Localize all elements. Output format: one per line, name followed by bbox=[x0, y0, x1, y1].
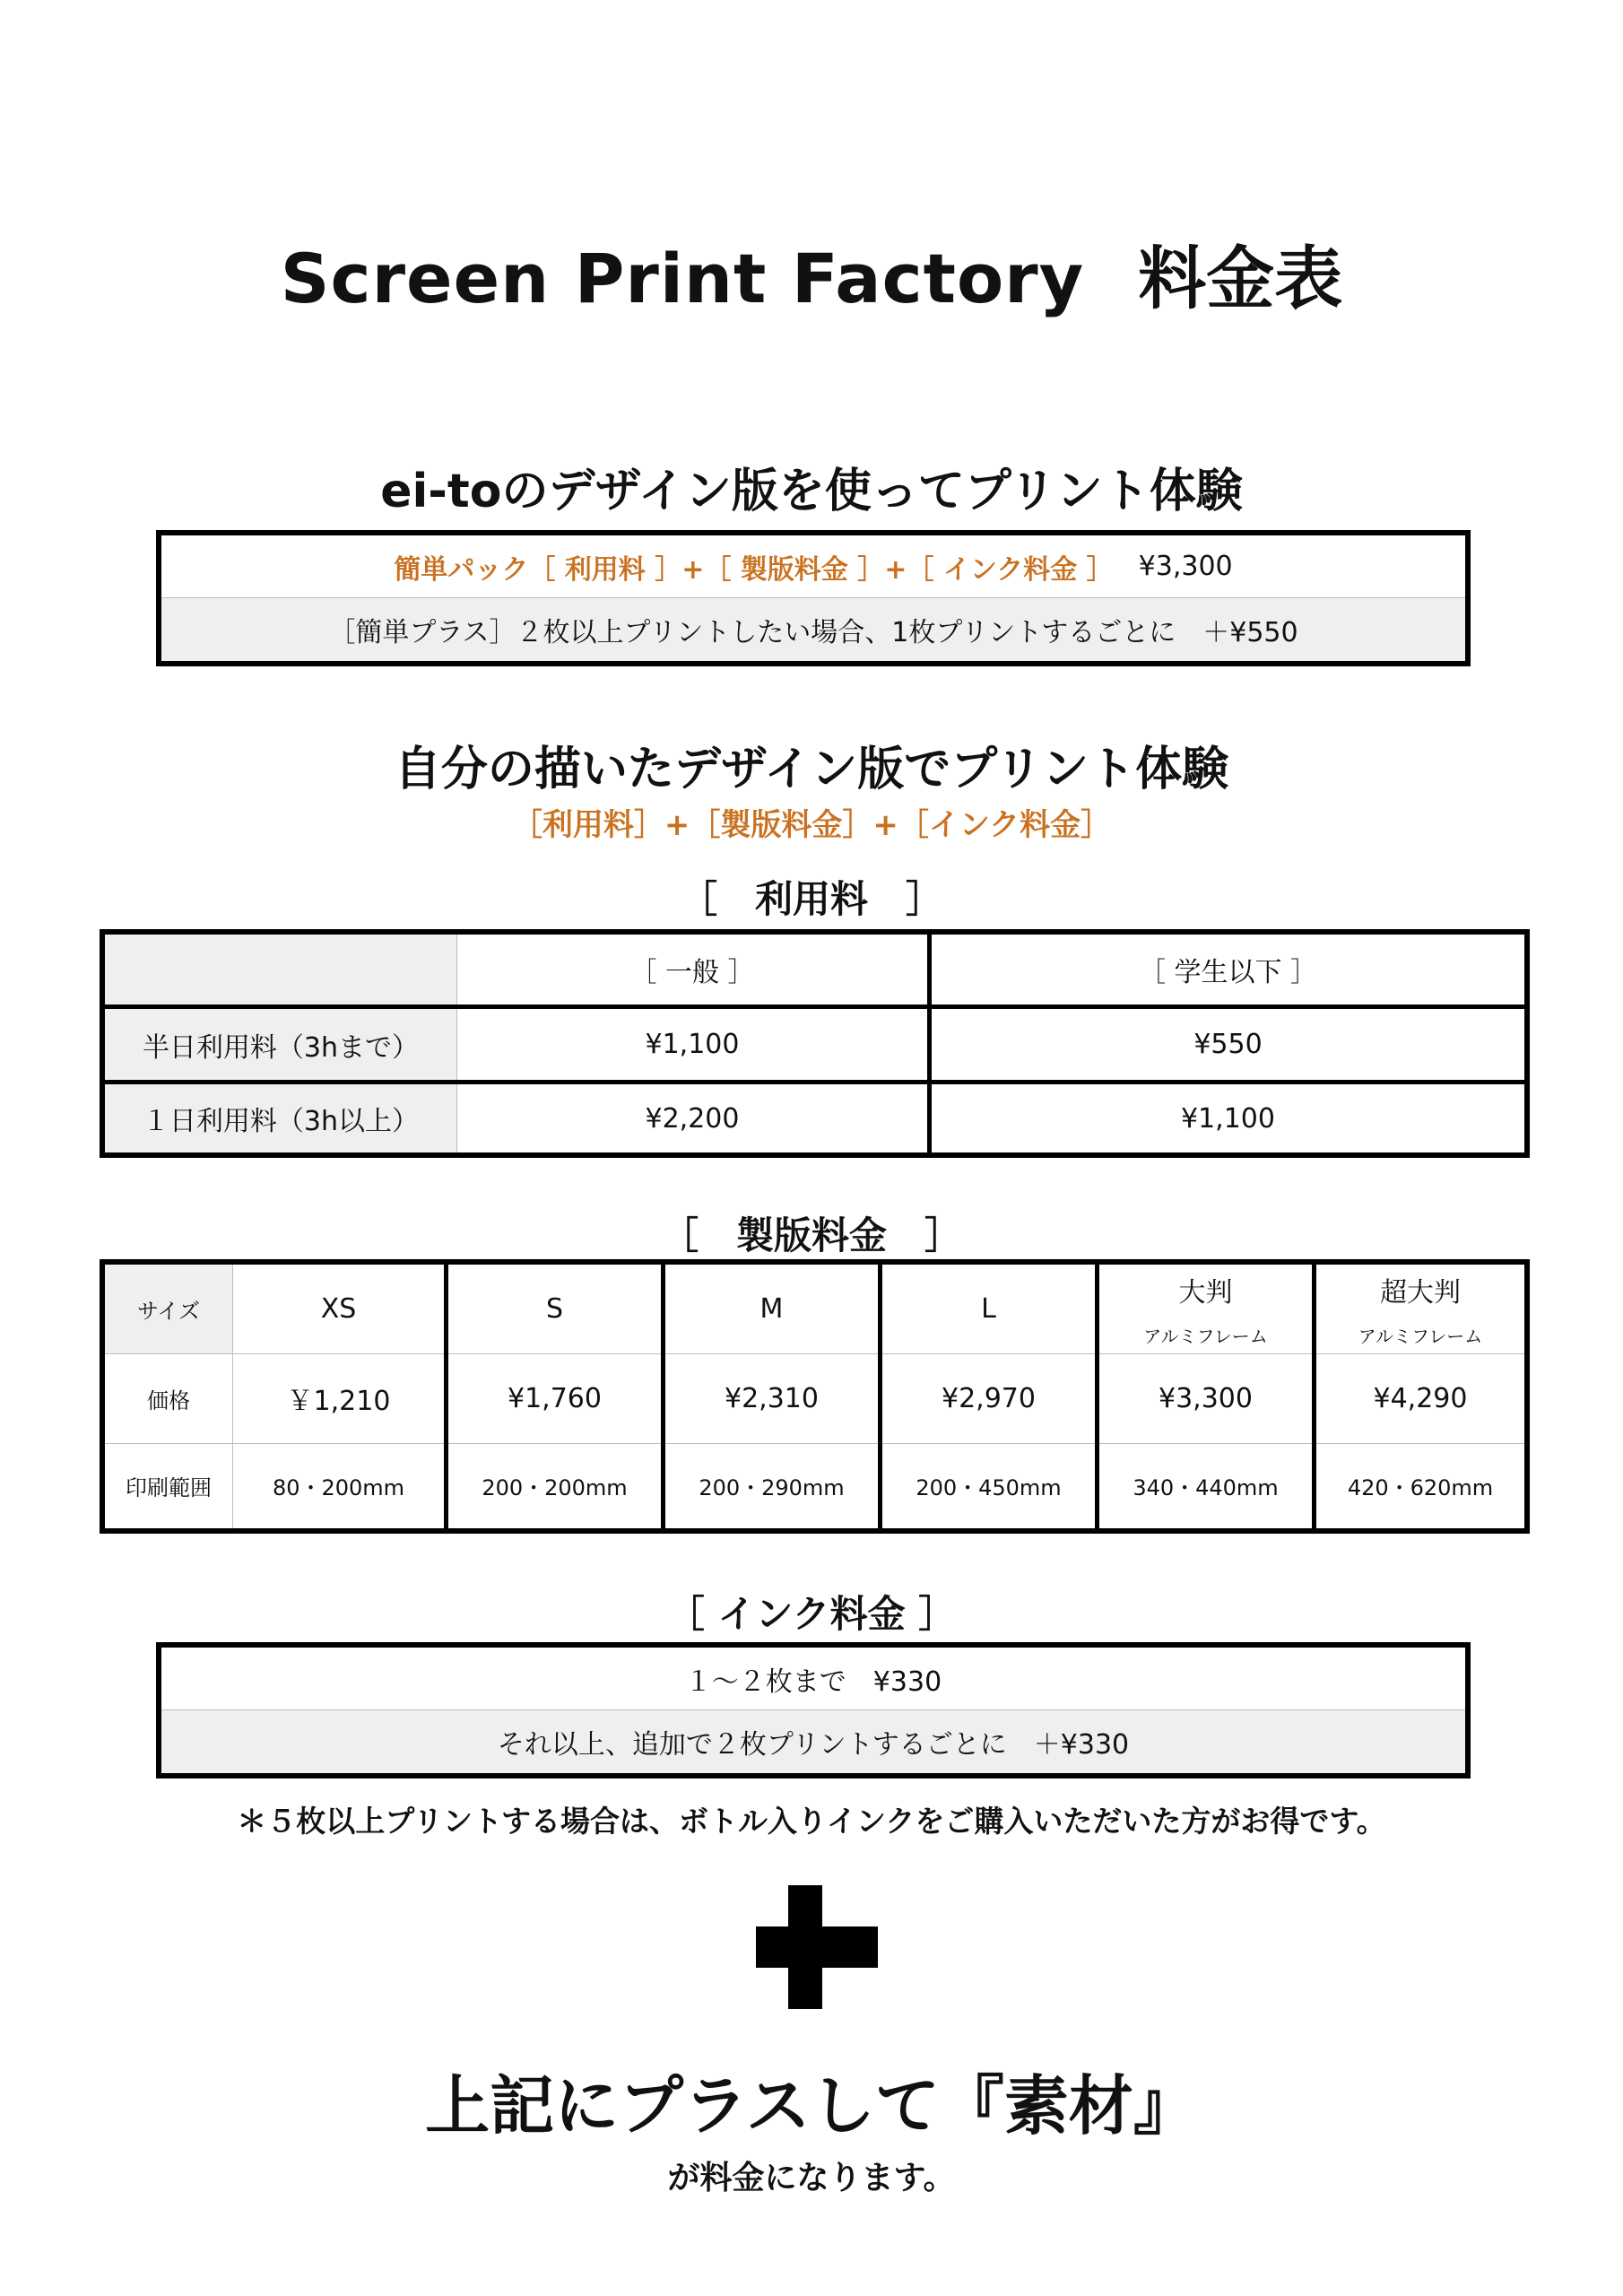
easy-plus-text: ［簡単プラス］２枚以上プリントしたい場合、1枚プリントするごとに ＋¥550 bbox=[328, 617, 1298, 648]
usage-row-full bbox=[102, 1083, 1527, 1155]
footer-sub: が料金になります。 bbox=[667, 2160, 956, 2196]
plate-area-cell: 200・290mm bbox=[664, 1443, 881, 1531]
section1-heading: ei-toのデザイン版を使ってプリント体験 bbox=[380, 465, 1243, 518]
plate-price-cell: ¥3,300 bbox=[1098, 1353, 1315, 1443]
section2-formula: ［利用料］+［製版料金］+［インク料金］ bbox=[511, 807, 1112, 843]
ink-box bbox=[156, 1642, 1471, 1779]
plate-size-note: アルミフレーム bbox=[1358, 1325, 1483, 1347]
plate-area-row bbox=[102, 1443, 1527, 1531]
easy-plus-row bbox=[161, 597, 1465, 661]
brand-name: Screen Print Factory bbox=[280, 239, 1085, 318]
usage-cell-general: ¥2,200 bbox=[457, 1083, 930, 1155]
plate-size-label: サイズ bbox=[102, 1262, 233, 1353]
plate-size-name: S bbox=[545, 1292, 564, 1325]
plate-size-name: 大判 bbox=[1178, 1276, 1233, 1309]
easy-pack-box bbox=[156, 530, 1471, 666]
plate-table bbox=[100, 1259, 1530, 1534]
plate-area-cell: 80・200mm bbox=[233, 1443, 447, 1531]
plate-size-name: M bbox=[759, 1292, 784, 1325]
usage-header-row bbox=[102, 932, 1527, 1006]
plate-size-cell bbox=[664, 1262, 881, 1353]
footer-main: 上記にプラスして『素材』 bbox=[425, 2068, 1198, 2144]
plate-area-cell: 200・450mm bbox=[881, 1443, 1098, 1531]
plate-size-cell bbox=[1098, 1262, 1315, 1353]
plate-price-cell: ¥2,310 bbox=[664, 1353, 881, 1443]
easy-pack-label: 簡単パック［ 利用料 ］+［ 製版料金 ］+［ インク料金 ］ bbox=[394, 553, 1114, 586]
plate-area-label: 印刷範囲 bbox=[102, 1443, 233, 1531]
plate-area-cell: 340・440mm bbox=[1098, 1443, 1315, 1531]
usage-cell-general: ¥1,100 bbox=[457, 1006, 930, 1082]
title-suffix: 料金表 bbox=[1138, 239, 1343, 318]
plate-size-name: L bbox=[981, 1292, 996, 1325]
plate-size-name: 超大判 bbox=[1380, 1276, 1461, 1309]
usage-header-empty bbox=[102, 932, 457, 1006]
plate-size-row bbox=[102, 1262, 1527, 1353]
plate-size-note: アルミフレーム bbox=[1143, 1325, 1268, 1347]
easy-pack-row bbox=[161, 535, 1465, 597]
usage-row-label: １日利用料（3h以上） bbox=[102, 1083, 457, 1155]
ink-note: ＊５枚以上プリントする場合は、ボトル入りインクをご購入いただいた方がお得です。 bbox=[237, 1804, 1386, 1839]
usage-cell-student: ¥1,100 bbox=[930, 1083, 1528, 1155]
plate-size-cell bbox=[233, 1262, 447, 1353]
plate-area-cell: 200・200mm bbox=[447, 1443, 664, 1531]
usage-table bbox=[100, 929, 1530, 1158]
section2-heading: 自分の描いたデザイン版でプリント体験 bbox=[394, 743, 1229, 796]
easy-pack-price: ¥3,300 bbox=[1138, 551, 1233, 582]
plate-heading: ［ 製版料金 ］ bbox=[660, 1213, 962, 1257]
plate-price-label: 価格 bbox=[102, 1353, 233, 1443]
usage-cell-student: ¥550 bbox=[930, 1006, 1528, 1082]
ink-row-text: それ以上、追加で２枚プリントするごとに ＋¥330 bbox=[497, 1729, 1130, 1761]
usage-heading: ［ 利用料 ］ bbox=[679, 877, 943, 921]
plate-price-cell: ¥1,760 bbox=[447, 1353, 664, 1443]
ink-heading: ［ インク料金 ］ bbox=[666, 1592, 957, 1636]
ink-row bbox=[161, 1648, 1465, 1709]
usage-row-label: 半日利用料（3hまで） bbox=[102, 1006, 457, 1082]
page-title bbox=[0, 224, 1623, 322]
plate-size-name: XS bbox=[320, 1292, 357, 1325]
usage-header-student: ［ 学生以下 ］ bbox=[930, 932, 1528, 1006]
plate-size-cell bbox=[447, 1262, 664, 1353]
plate-price-row bbox=[102, 1353, 1527, 1443]
plate-size-cell bbox=[1315, 1262, 1528, 1353]
usage-row-half bbox=[102, 1006, 1527, 1082]
usage-header-general: ［ 一般 ］ bbox=[457, 932, 930, 1006]
plate-size-cell bbox=[881, 1262, 1098, 1353]
plate-price-cell: ¥4,290 bbox=[1315, 1353, 1528, 1443]
ink-row bbox=[161, 1709, 1465, 1773]
plate-area-cell: 420・620mm bbox=[1315, 1443, 1528, 1531]
plate-price-cell: ￥1,210 bbox=[233, 1353, 447, 1443]
plate-price-cell: ¥2,970 bbox=[881, 1353, 1098, 1443]
plus-icon bbox=[756, 1926, 878, 1968]
ink-row-text: １〜２枚まで ¥330 bbox=[684, 1665, 942, 1698]
